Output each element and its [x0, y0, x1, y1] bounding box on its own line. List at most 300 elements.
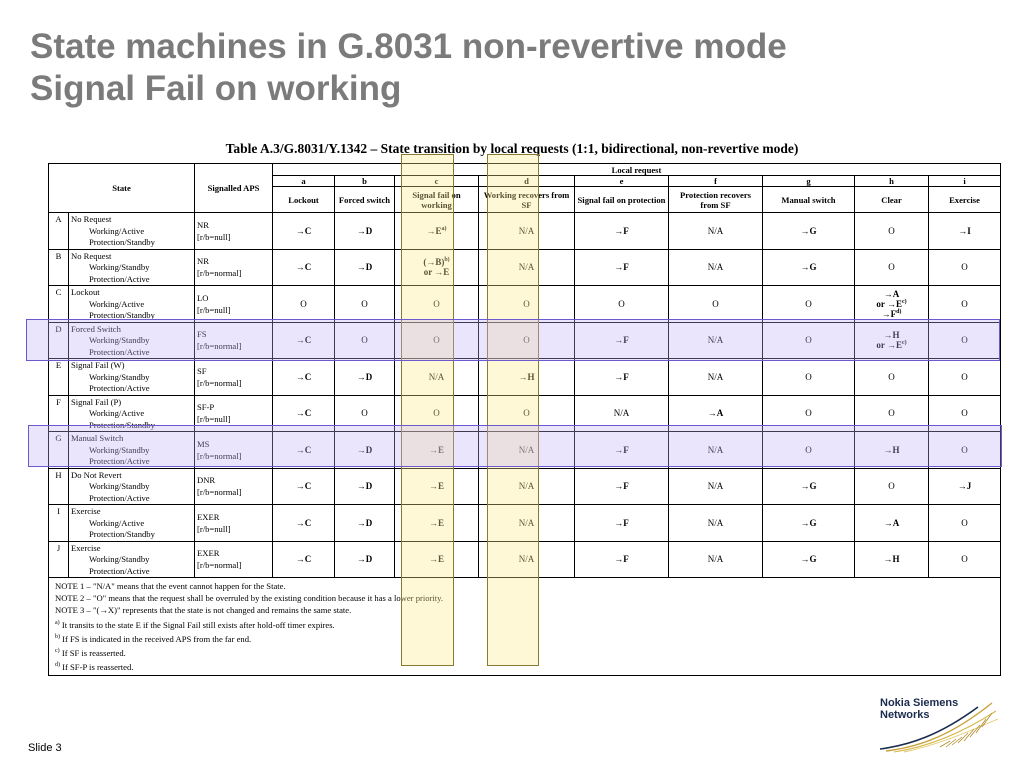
transition-cell	[763, 505, 855, 542]
row-letter: I	[49, 505, 69, 542]
cell-value: →J	[957, 481, 972, 492]
cell-value: →E	[428, 517, 444, 528]
transition-cell	[273, 468, 335, 505]
state-name: No Request	[71, 214, 112, 224]
cell-value: O	[805, 371, 812, 382]
header-column: Manual switch	[763, 187, 855, 213]
header-letter: c	[395, 176, 479, 187]
transition-cell	[929, 213, 1001, 250]
transition-cell	[335, 249, 395, 286]
cell-value: O	[961, 408, 968, 419]
aps-bits: [r/b=null]	[197, 304, 231, 315]
transition-cell	[929, 541, 1001, 578]
cell-value: N/A	[518, 554, 535, 565]
row-aps	[195, 286, 273, 323]
transition-cell	[575, 322, 669, 359]
footnote-line	[55, 645, 994, 659]
transition-cell	[273, 249, 335, 286]
table-row	[49, 286, 1001, 323]
transition-cell	[763, 322, 855, 359]
aps-bits: [r/b=normal]	[197, 487, 242, 498]
cell-value: →G	[800, 262, 817, 273]
header-letter: e	[575, 176, 669, 187]
row-aps	[195, 505, 273, 542]
cell-value: →C	[295, 225, 312, 236]
cell-value: →E	[428, 444, 444, 455]
cell-value: →D	[356, 517, 373, 528]
row-letter: C	[49, 286, 69, 323]
cell-value: N/A	[707, 517, 724, 528]
note-line: NOTE 2 – "O" means that the request shall be overruled by the existing condition because it has a lower priority.	[55, 593, 444, 604]
aps-bits: [r/b=normal]	[197, 377, 242, 388]
transition-cell	[855, 286, 929, 323]
header-letter: h	[855, 176, 929, 187]
cell-value: O	[433, 335, 440, 346]
transition-cell	[575, 432, 669, 469]
table-row	[49, 359, 1001, 396]
aps-bits: [r/b=null]	[197, 414, 231, 425]
state-protection: Protection/Active	[89, 273, 150, 284]
transition-cell	[335, 286, 395, 323]
transition-cell	[395, 432, 479, 469]
transition-cell	[479, 395, 575, 432]
transition-cell	[575, 505, 669, 542]
table-notes	[49, 578, 1001, 676]
footnote-mark: c)	[901, 298, 907, 305]
state-name: Exercise	[71, 506, 101, 516]
row-state	[69, 249, 195, 286]
transition-cell	[335, 505, 395, 542]
row-aps	[195, 249, 273, 286]
transition-cell	[273, 286, 335, 323]
table-row	[49, 249, 1001, 286]
transition-cell	[929, 359, 1001, 396]
aps-code: SF	[197, 365, 207, 376]
transition-cell	[669, 249, 763, 286]
footnote-text: If SF-P is reasserted.	[62, 661, 134, 672]
state-working: Working/Active	[89, 517, 145, 528]
cell-value: →F	[614, 517, 629, 528]
cell-value: →G	[800, 225, 817, 236]
cell-value: N/A	[707, 444, 724, 455]
transition-cell	[395, 395, 479, 432]
cell-value: O	[888, 225, 895, 236]
header-column: Forced switch	[335, 187, 395, 213]
transition-cell	[763, 541, 855, 578]
cell-value-alt: or →E	[876, 298, 902, 309]
cell-value: →F	[614, 262, 629, 273]
cell-value-alt: or →E	[876, 340, 902, 351]
transition-cell	[395, 213, 479, 250]
row-state	[69, 468, 195, 505]
row-aps	[195, 432, 273, 469]
row-state	[69, 213, 195, 250]
table-row	[49, 213, 1001, 250]
transition-cell	[763, 249, 855, 286]
row-letter: F	[49, 395, 69, 432]
transition-cell	[335, 541, 395, 578]
state-name: Do Not Revert	[71, 469, 122, 480]
state-protection: Protection/Active	[89, 565, 150, 576]
state-name: Lockout	[71, 287, 100, 297]
cell-value: O	[961, 554, 968, 565]
state-protection: Protection/Standby	[89, 310, 155, 320]
transition-cell	[479, 468, 575, 505]
state-protection: Protection/Active	[89, 492, 150, 503]
header-letter: i	[929, 176, 1001, 187]
transition-cell	[855, 432, 929, 469]
transition-cell	[855, 468, 929, 505]
cell-value: →F	[614, 371, 629, 382]
state-working: Working/Active	[89, 408, 145, 418]
transition-cell	[855, 359, 929, 396]
state-transition-table	[48, 163, 1001, 676]
aps-bits: [r/b=normal]	[197, 341, 242, 352]
aps-code: DNR	[197, 475, 216, 486]
transition-cell	[479, 286, 575, 323]
transition-cell	[479, 359, 575, 396]
row-state	[69, 286, 195, 323]
transition-cell	[479, 213, 575, 250]
cell-value: O	[618, 298, 625, 309]
cell-value: O	[961, 262, 968, 273]
cell-value: O	[888, 262, 895, 273]
cell-value: →D	[356, 225, 373, 236]
transition-cell	[395, 468, 479, 505]
cell-value: →H	[883, 554, 900, 565]
cell-value: →C	[295, 408, 312, 419]
cell-value: O	[712, 298, 719, 309]
transition-cell	[763, 432, 855, 469]
header-column: Working recovers from SF	[479, 187, 575, 213]
state-protection: Protection/Active	[89, 383, 150, 393]
transition-cell	[395, 322, 479, 359]
cell-value: N/A	[428, 371, 445, 382]
cell-value: O	[961, 517, 968, 528]
transition-cell	[929, 322, 1001, 359]
footnote-text: If FS is indicated in the received APS from the far end.	[62, 633, 252, 644]
cell-value: O	[961, 444, 968, 455]
transition-cell	[575, 468, 669, 505]
cell-value: O	[433, 298, 440, 309]
header-state: State	[49, 164, 195, 213]
cell-value: N/A	[613, 408, 630, 419]
cell-value: N/A	[707, 481, 724, 492]
cell-value: O	[961, 335, 968, 346]
transition-cell	[335, 359, 395, 396]
row-aps	[195, 213, 273, 250]
state-name: Forced Switch	[71, 323, 121, 334]
aps-code: LO	[197, 292, 209, 303]
state-working: Working/Standby	[89, 481, 150, 491]
note-line: NOTE 3 – "(→X)" represents that the state is not changed and remains the same state.	[55, 605, 352, 616]
transition-cell	[855, 395, 929, 432]
slide-title	[30, 26, 787, 110]
cell-value-alt: or →E	[423, 267, 450, 278]
row-letter: H	[49, 468, 69, 505]
row-letter: D	[49, 322, 69, 359]
cell-value: →E	[428, 554, 444, 565]
logo-swoosh-icon	[880, 697, 1000, 753]
aps-code: MS	[197, 438, 210, 449]
state-name: Signal Fail (W)	[71, 360, 125, 370]
cell-value: O	[961, 371, 968, 382]
footnote-line	[55, 617, 994, 631]
cell-value: O	[805, 298, 812, 309]
state-name: Exercise	[71, 542, 101, 553]
cell-value: →D	[356, 481, 373, 492]
cell-value: O	[433, 408, 440, 419]
transition-cell	[855, 213, 929, 250]
cell-value: →E	[428, 481, 444, 492]
cell-value: O	[888, 408, 895, 419]
state-working: Working/Standby	[89, 444, 150, 455]
row-letter: B	[49, 249, 69, 286]
row-aps	[195, 541, 273, 578]
transition-cell	[763, 395, 855, 432]
cell-value: →D	[356, 444, 373, 455]
transition-cell	[575, 395, 669, 432]
row-letter: A	[49, 213, 69, 250]
table-row	[49, 541, 1001, 578]
transition-cell	[273, 541, 335, 578]
cell-value: N/A	[707, 335, 724, 346]
header-column: Protection recovers from SF	[669, 187, 763, 213]
cell-value: N/A	[707, 262, 724, 273]
transition-cell	[395, 359, 479, 396]
table-row	[49, 468, 1001, 505]
state-name: No Request	[71, 250, 112, 261]
transition-cell	[479, 249, 575, 286]
cell-value: N/A	[518, 262, 535, 273]
cell-value: (→B)	[423, 257, 445, 268]
table-row	[49, 432, 1001, 469]
transition-cell	[335, 322, 395, 359]
transition-cell	[335, 468, 395, 505]
row-state	[69, 322, 195, 359]
transition-cell	[855, 249, 929, 286]
transition-cell	[335, 432, 395, 469]
transition-cell	[669, 432, 763, 469]
cell-value: →I	[958, 225, 971, 236]
state-working: Working/Standby	[89, 335, 150, 345]
footnote-mark: d)	[896, 308, 902, 315]
aps-code: SF-P	[197, 402, 215, 413]
cell-value: →C	[295, 517, 312, 528]
title-line-1: State machines in G.8031 non-revertive mode	[30, 27, 787, 66]
header-column: Clear	[855, 187, 929, 213]
transition-cell	[669, 213, 763, 250]
transition-cell	[395, 541, 479, 578]
transition-cell	[273, 505, 335, 542]
cell-value: →C	[295, 481, 312, 492]
cell-value: →F	[614, 481, 629, 492]
state-name: Manual Switch	[71, 433, 124, 443]
logo-line-1: Nokia Siemens	[880, 697, 959, 709]
cell-value: O	[888, 481, 895, 492]
table-row	[49, 505, 1001, 542]
cell-value: →G	[800, 554, 817, 565]
transition-cell	[335, 395, 395, 432]
footnote-mark: c)	[901, 340, 907, 347]
transition-cell	[575, 541, 669, 578]
transition-cell	[855, 505, 929, 542]
footnote-mark: d)	[55, 661, 60, 668]
transition-cell	[479, 432, 575, 469]
transition-cell	[855, 322, 929, 359]
note-line: NOTE 1 – "N/A" means that the event cannot happen for the State.	[55, 581, 286, 591]
cell-value: →F	[614, 444, 629, 455]
row-state	[69, 505, 195, 542]
header-letter: g	[763, 176, 855, 187]
cell-value-alt: →F	[881, 308, 897, 319]
transition-cell	[763, 286, 855, 323]
header-column: Exercise	[929, 187, 1001, 213]
footnote-text: It transits to the state E if the Signal Fail still exists after hold-off timer expires.	[61, 619, 335, 630]
transition-cell	[763, 213, 855, 250]
footnote-line	[55, 659, 994, 673]
transition-cell	[479, 322, 575, 359]
state-working: Working/Standby	[89, 554, 150, 564]
transition-cell	[395, 286, 479, 323]
table-caption: Table A.3/G.8031/Y.1342 – State transition by local requests (1:1, bidirectional, non-revertive mode)	[225, 141, 799, 156]
cell-value: O	[361, 298, 368, 309]
transition-cell	[669, 541, 763, 578]
cell-value: N/A	[707, 554, 724, 565]
transition-cell	[479, 541, 575, 578]
state-working: Working/Standby	[89, 371, 150, 382]
cell-value: O	[805, 335, 812, 346]
header-letter: d	[479, 176, 575, 187]
transition-cell	[669, 468, 763, 505]
row-state	[69, 395, 195, 432]
row-letter: J	[49, 541, 69, 578]
transition-cell	[669, 395, 763, 432]
cell-value: O	[361, 335, 368, 346]
footnote-mark: b)	[444, 257, 450, 264]
transition-cell	[273, 395, 335, 432]
transition-cell	[929, 395, 1001, 432]
state-protection: Protection/Standby	[89, 237, 155, 247]
transition-cell	[575, 213, 669, 250]
cell-value: →C	[295, 335, 312, 346]
state-protection: Protection/Active	[89, 456, 150, 466]
transition-cell	[273, 213, 335, 250]
cell-value: O	[961, 298, 968, 309]
state-name: Signal Fail (P)	[71, 396, 122, 407]
cell-value: →E	[426, 225, 442, 236]
cell-value: →A	[883, 288, 900, 299]
row-aps	[195, 322, 273, 359]
transition-cell	[669, 505, 763, 542]
cell-value: →H	[883, 330, 900, 341]
header-column: Signal fail on protection	[575, 187, 669, 213]
nokia-siemens-networks-logo	[880, 697, 1000, 753]
cell-value: N/A	[518, 517, 535, 528]
cell-value: N/A	[518, 481, 535, 492]
transition-cell	[273, 322, 335, 359]
title-line-2: Signal Fail on working	[30, 69, 402, 108]
slide-number: Slide 3	[28, 742, 62, 754]
transition-cell	[929, 468, 1001, 505]
footnote-mark: a)	[441, 225, 447, 232]
row-state	[69, 541, 195, 578]
cell-value: O	[805, 408, 812, 419]
cell-value: →H	[518, 371, 535, 382]
footnote-text: If SF is reasserted.	[61, 647, 126, 658]
header-column: Signal fail on working	[395, 187, 479, 213]
header-letter: f	[669, 176, 763, 187]
row-state	[69, 432, 195, 469]
table-body	[49, 213, 1001, 676]
footnote-mark: b)	[55, 633, 60, 640]
transition-cell	[763, 359, 855, 396]
header-aps: Signalled APS	[195, 164, 273, 213]
transition-cell	[669, 322, 763, 359]
table-row	[49, 322, 1001, 359]
transition-cell	[575, 249, 669, 286]
transition-cell	[929, 286, 1001, 323]
footnote-mark: a)	[55, 619, 60, 626]
notes-row	[49, 578, 1001, 676]
row-aps	[195, 395, 273, 432]
footnote-mark: c)	[55, 647, 60, 654]
transition-cell	[929, 505, 1001, 542]
cell-value: O	[361, 408, 368, 419]
cell-value: →D	[356, 262, 373, 273]
aps-code: NR	[197, 219, 209, 230]
state-protection: Protection/Standby	[89, 529, 155, 539]
state-working: Working/Active	[89, 225, 145, 236]
aps-bits: [r/b=null]	[197, 231, 231, 242]
header-column: Lockout	[273, 187, 335, 213]
cell-value: N/A	[518, 444, 535, 455]
row-aps	[195, 468, 273, 505]
state-working: Working/Standby	[89, 262, 150, 272]
cell-value: →G	[800, 481, 817, 492]
transition-cell	[273, 359, 335, 396]
transition-cell	[575, 286, 669, 323]
cell-value: →A	[707, 408, 724, 419]
logo-line-2: Networks	[880, 709, 930, 721]
transition-cell	[479, 505, 575, 542]
cell-value: O	[523, 408, 530, 419]
cell-value: →C	[295, 554, 312, 565]
transition-cell	[395, 505, 479, 542]
transition-cell	[395, 249, 479, 286]
transition-cell	[669, 286, 763, 323]
state-protection: Protection/Standby	[89, 419, 155, 430]
transition-cell	[929, 432, 1001, 469]
cell-value: O	[523, 298, 530, 309]
cell-value: N/A	[707, 371, 724, 382]
cell-value: O	[523, 335, 530, 346]
aps-bits: [r/b=normal]	[197, 450, 242, 461]
aps-code: NR	[197, 256, 209, 267]
state-protection: Protection/Active	[89, 346, 150, 357]
aps-code: EXER	[197, 511, 220, 522]
aps-bits: [r/b=normal]	[197, 268, 242, 279]
transition-cell	[669, 359, 763, 396]
row-letter: G	[49, 432, 69, 469]
transition-cell	[929, 249, 1001, 286]
aps-code: EXER	[197, 548, 220, 559]
row-letter: E	[49, 359, 69, 396]
cell-value: →F	[614, 554, 629, 565]
cell-value: O	[888, 371, 895, 382]
state-working: Working/Active	[89, 298, 145, 309]
header-letter: b	[335, 176, 395, 187]
